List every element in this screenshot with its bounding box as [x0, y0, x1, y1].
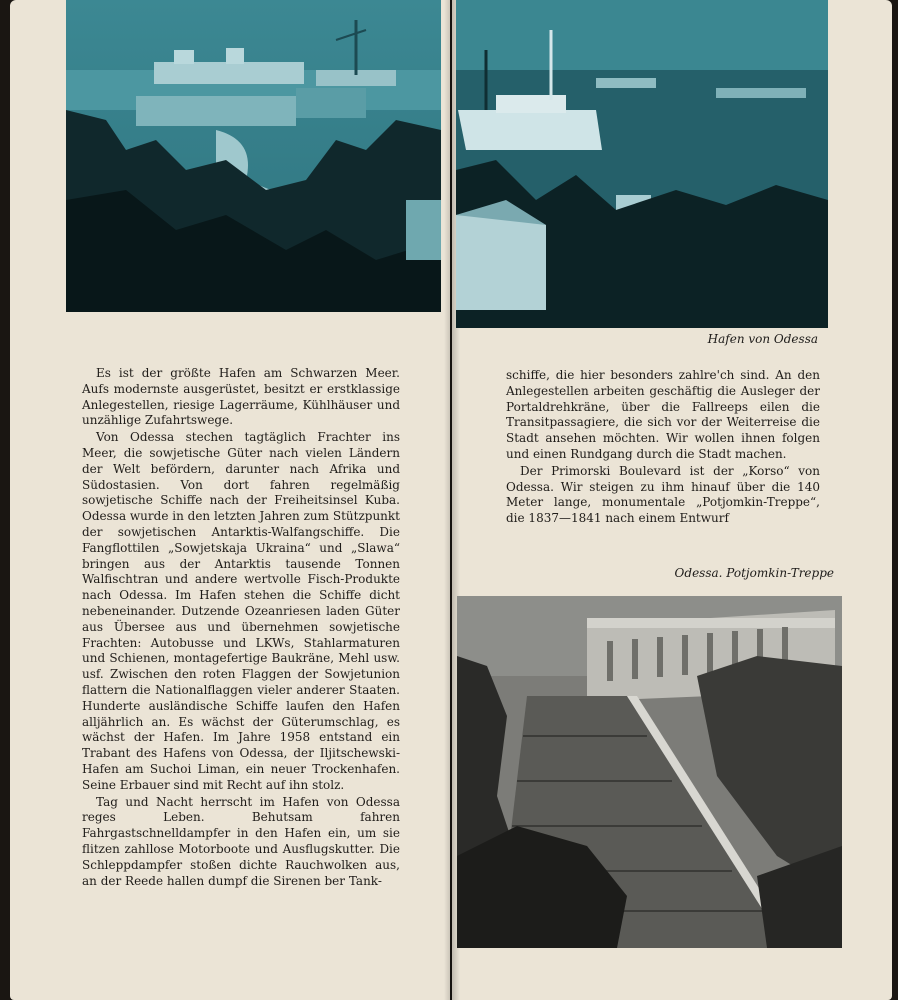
- paragraph: Tag und Nacht herrscht im Hafen von Odessa reges Leben. Behutsam fahren Fahrgastschnelldampfer in den Hafen ein, um sie flitzen zahllose Motorboote und Ausflugskutter. Die Schleppdampfer stoßen dichte Rauchwolken aus, an der Reede hallen dumpf die Sirenen ber Tank-: [82, 794, 400, 888]
- paragraph: Es ist der größte Hafen am Schwarzen Meer. Aufs modernste ausgerüstet, besitzt er erstklassige Anlegestellen, riesige Lagerräume, Kühlhäuser und unzählige Zufahrtswege.: [82, 366, 400, 428]
- caption-harbor: Hafen von Odessa: [707, 332, 818, 346]
- paragraph-continuation: schiffe, die hier besonders zahlre'ch sind. An den Anlegestellen arbeiten geschäftig die Ausleger der Portaldrehkräne, über die Fallreeps eilen die Transitpassagiere, die sich vor der Weiterreise die Stadt ansehen möchten. Wir wollen ihnen folgen und einen Rundgang durch die Stadt machen.: [506, 368, 820, 461]
- right-text-column: [506, 368, 820, 527]
- left-text-column: [82, 366, 400, 889]
- paragraph: Der Primorski Boulevard ist der „Korso“ von Odessa. Wir steigen zu ihm hinauf über die 140 Meter lange, monumentale „Potjomkin-Treppe“, die 1837—1841 nach einem Entwurf: [506, 463, 820, 526]
- paragraph: Von Odessa stechen tagtäglich Frachter ins Meer, die sowjetische Güter nach vielen Ländern der Welt befördern, darunter nach Afrika und Südostasien. Von dort fahren regelmäßig sowjetische Schiffe nach der Freiheitsinsel Kuba. Odessa wurde in den letzten Jahren zum Stützpunkt der sowjetischen Antarktis-Walfangschiffe. Die Fangflottilen „Sowjetskaja Ukraina“ und „Slawa“ bringen aus der Antarktis tausende Tonnen Walfischtran und andere wertvolle Fisch-Produkte nach Odessa. Im Hafen stehen die Schiffe dicht nebeneinander. Dutzende Ozeanriesen laden Güter aus Übersee aus und übernehmen sowjetische Frachten: Autobusse und LKWs, Stahlarmaturen und Schienen, montagefertige Baukräne, Mehl usw. usf. Zwischen den roten Flaggen der Sowjetunion flattern die Nationalflaggen vieler anderer Staaten. Hunderte ausländische Schiffe laufen den Hafen alljährlich an. Es wächst der Güterumschlag, es wächst der Hafen. Im Jahre 1958 entstand ein Trabant des Hafens von Odessa, der Iljitschewski-Hafen am Suchoi Liman, ein neuer Trockenhafen. Seine Erbauer sind mit Recht auf ihn stolz.: [82, 430, 400, 792]
- harbor-photo-right: [456, 0, 828, 328]
- potemkin-stairs-photo: [457, 596, 842, 948]
- harbor-photo-left: [66, 0, 441, 312]
- caption-stairs: Odessa. Potjomkin-Treppe: [674, 566, 834, 580]
